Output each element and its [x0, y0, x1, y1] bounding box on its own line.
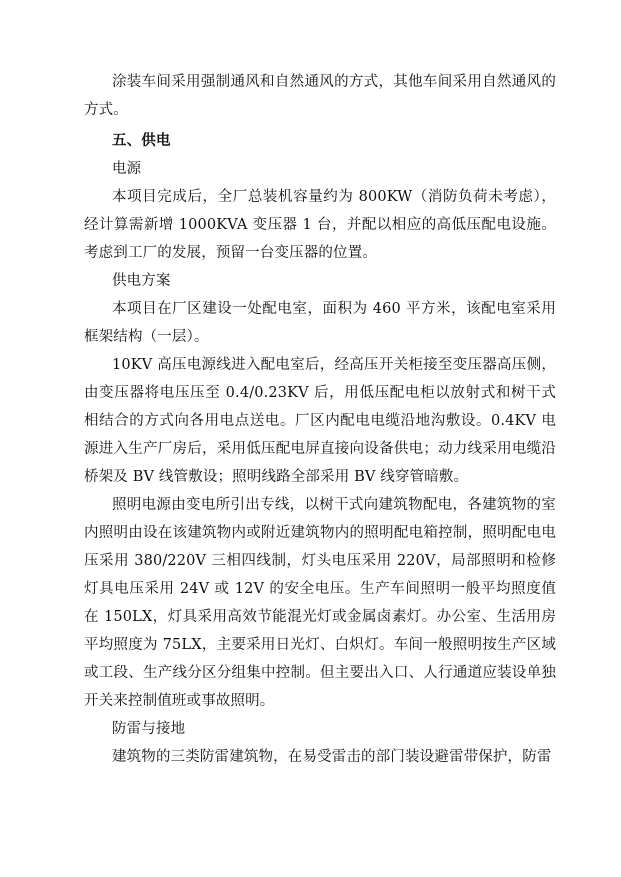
- paragraph-supply-10kv: 10KV 高压电源线进入配电室后，经高压开关柜接至变压器高压侧，由变压器将电压压至 0.4/0.23KV 后，用低压配电柜以放射式和树干式相结合的方式向各用电点送电。厂区内配电电缆沿地沟敷设。0.4KV 电源进入生产厂房后，采用低压配电屏直接向设备供电；动力线采用电缆沿桥架及 BV 线管敷设；照明线路全部采用 BV 线穿管暗敷。: [84, 357, 556, 485]
- subheading-lightning: 防雷与接地: [112, 721, 186, 737]
- paragraph-ventilation: 涂装车间采用强制通风和自然通风的方式，其他车间采用自然通风的方式。: [84, 74, 556, 118]
- subheading-supply-plan: 供电方案: [112, 273, 171, 289]
- paragraph-supply-room: 本项目在厂区建设一处配电室，面积为 460 平方米，该配电室采用框架结构（一层）。: [84, 301, 556, 345]
- paragraph-lightning: 建筑物的三类防雷建筑物，在易受雷击的部门装设避雷带保护，防雷: [112, 749, 552, 765]
- paragraph-lighting: 照明电源由变电所引出专线，以树干式向建筑物配电，各建筑物的室内照明由设在该建筑物内或附近建筑物内的照明配电箱控制，照明配电电压采用 380/220V 三相四线制，灯头电压采用 220V，局部照明和检修灯具电压采用 24V 或 12V 的安全电压。生产车间照明一般平均照度值在 150LX，灯具采用高效节能混光灯或金属卤素灯。办公室、生活用房平均照度为 75LX，主要采用日光灯、白炽灯。车间一般照明按生产区域或工段、生产线分区分组集中控制。但主要出入口、人行通道应装设单独开关来控制值班或事故照明。: [84, 497, 556, 709]
- document-page: [84, 68, 556, 771]
- subheading-power-source: 电源: [112, 161, 142, 177]
- section-title: 五、供电: [112, 133, 171, 149]
- paragraph-power-source: 本项目完成后，全厂总装机容量约为 800KW（消防负荷未考虑），经计算需新增 1000KVA 变压器 1 台，并配以相应的高低压配电设施。考虑到工厂的发展，预留一台变压器的位置。: [84, 189, 556, 261]
